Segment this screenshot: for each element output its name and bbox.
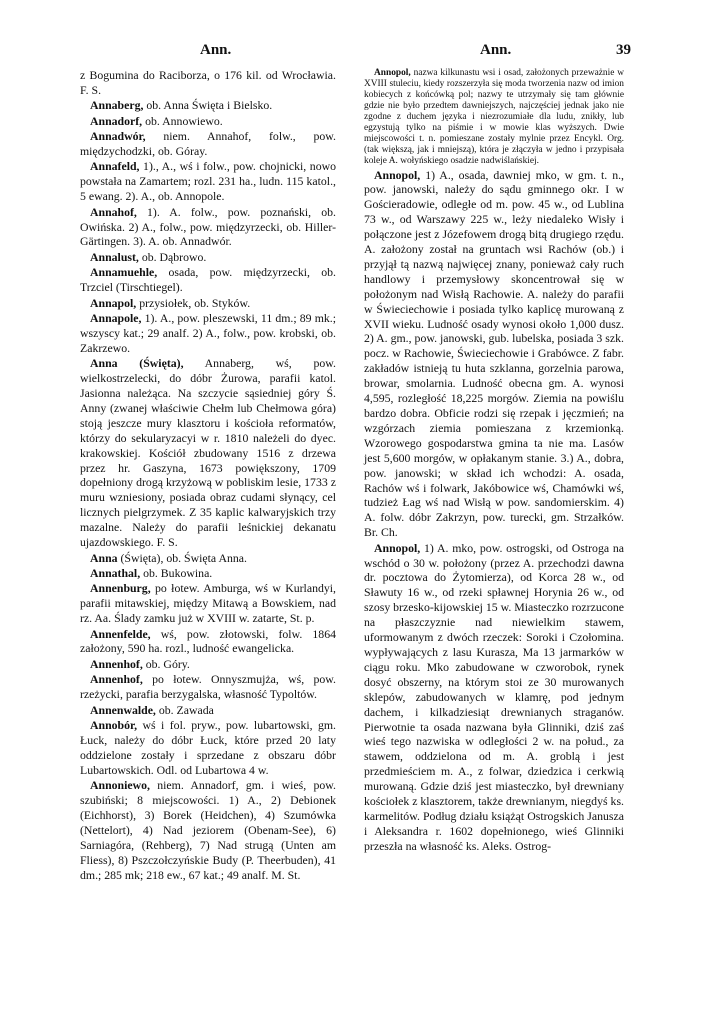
dictionary-entry <box>80 627 336 657</box>
dictionary-entry <box>80 98 336 113</box>
entry-headword: Annamuehle, <box>90 265 158 280</box>
entry-text: (Święta), ob. Święta Anna. <box>120 550 247 565</box>
dictionary-entry <box>80 114 336 129</box>
entry-text: wś, pow. złotowski, folw. 1864 założony, 590 ha. rozl., ludność ewangelicka. <box>80 626 336 656</box>
entry-text: niem. Annadorf, gm. i wieś, pow. szubiński; 8 miejscowości. 1) A., 2) Debionek (Eichhorst), 3) Borek (Heidchen), 4) Szumówka (Nettelort), 4) Nad jeziorem (Obenam-See), 6) Sarniagóra, (Rehberg), 7) Nad strugą (Unten am Fliess), 8) Pszczołczyńskie Budy (P. Theerbuden), 41 dm.; 285 mk; 218 ew., 67 kat.; 49 analf. M. St. <box>80 778 336 882</box>
entry-headword: Annenfelde, <box>90 626 151 641</box>
entry-text: 1) A., osada, dawniej mko, w gm. t. n., pow. janowski, należy do sądu gminnego okr. I w Gościeradowie, odległe od m. pow. 45 w., od Lublina 73 w., od Warszawy 225 w., leży niedaleko Wisły i połączone jest z Józefowem drogą bitą drugiego rzędu. A. założony został na gruntach wsi Rachów (ob.) i przyjął tą nazwą najwięcej znany, ponieważ cały ruch handlowy i przemysłowy skoncentrował się w położonym nad Wisłą Rachowie. A. należy do parafii w Świeciechowie i posiada tylko kaplicę murowaną z XVII wieku. Ludność osady wynosi około 1,000 dusz. 2) A. gm., pow. janowski, gub. lubelska, posiada 3 szk. pocz. w Rachowie, Świeciechowie i Grabówce. Z fabr. zakładów istnieją tu huta szklanna, gorzelnia parowa, browar, smolarnia. Ludność obecna gm. A. wynosi 4,595, rozległość 18,225 morgów. Ziemia na powiślu bardzo dobra. Obficie rodzi się rzepak i jęczmień; na wzgórzach ziemia pomieszana z krzemionką. Wzorowego gospodarstwa gmina ta nie ma. Lasów jest 5,600 morgów, w opłakanym stanie. 3.) A., dobra, pow. janowski; w skład ich wchodzi: A. osada, Rachów wś i folwark, Jakóbowice wś, Chamówki wś, tudzież Łag wś nad Wisłą w pow. sandomierskim. 4) A. folw. dóbr Zakrzyn, pow. turecki, gm. Strzałków. Br. Ch. <box>364 167 624 540</box>
dictionary-entry <box>80 356 336 550</box>
entry-headword: Annoniewo, <box>90 778 150 793</box>
entry-headword: Annalust, <box>90 249 139 264</box>
entry-text: Annaberg, wś, pow. wielkostrzelecki, do dóbr Żurowa, parafii katol. Jasionna należąca. Na szczycie sąsiedniej góry Ś. Anny (zwanej właściwie Chełm lub Chełmowa góra) stoją jeszcze mury klasztoru i kościoła reformatów, którzy do sekularyzacyi w r. 1810 należeli do dyec. krakowskiej. Kościół zbudowany 1516 z drzewa przez hr. Gaszyna, 1673 powiększony, 1709 dopełniony drogą krzyżową w pobliskim lesie, 1733 z muru wzniesiony, posiada obraz cudami słynący, cel licznych pielgrzymek. Z 35 kaplic kalwaryjskich trzy mazalne. Należy do parafii leśnickiej dekanatu ujazdowskiego. F. S. <box>80 356 336 550</box>
entry-text: 1) A. mko, pow. ostrogski, od Ostroga na wschód o 30 w. położony (przez A. przechodzi dawna dr. pocztowa do Żytomierza), od Korca 28 w., od Sławuty 16 w., od rzeki spławnej Horynia 26 w., od szosy brzesko-kijowskiej 15 w. Miasteczko rozrzucone na płaszczyznie nad niewielkim stawem, uformowanym z dwóch rzeczek: Soroki i Czołomina. wypływających z lasu Kurasza, Ma 13 jarmarków w ciągu roku. Mko zabudowane w czworobok, rynek dosyć obszerny, na którym stoi ze 30 murowanych sklepów, zabudowanych w klamrę, pod jednym dachem, i kilkadziesiąt drewnianych straganów. Pierwotnie ta osada nazwana była Glinniki, dziś zaś wieś tego nazwiska w odległości 2 w. na połud., za stawem, oddzielona od m. A. groblą i jest przedmieściem m. A., z folwar, dziedzica i cerkwią murowaną. Gdzie dziś jest miasteczko, był drewniany kościołek z klasztorem, także drewnianym, niegdyś ks. karmelitów. Podług działu książąt Ostrogskich Janusza i Aleksandra r. 1602 dopełnionego, wieś Glinniki przeszła na własność ks. Aleks. Ostrog- <box>364 540 624 853</box>
entry-text: ob. Anna Święta i Bielsko. <box>146 98 273 113</box>
dictionary-entry <box>80 657 336 672</box>
entry-text: 1). A., pow. pleszewski, 11 dm.; 89 mk.; wszyscy kat.; 29 analf. 2) A., folw., pow. krobski, ob. Zakrzewo. <box>80 311 337 355</box>
entry-headword: Annenburg, <box>90 581 151 596</box>
entry-headword: Annapole, <box>90 311 142 325</box>
entry-text: z Bogumina do Raciborza, o 176 kil. od Wrocławia. F. S. <box>80 68 336 97</box>
dictionary-entry <box>80 551 336 566</box>
entry-headword: Anna <box>90 550 118 565</box>
entry-headword: Annaberg, <box>90 98 144 113</box>
entry-text: 1). A. folw., pow. poznański, ob. Owińska. 2) A., folw., pow. międzyrzecki, ob. Hiller-Gärtingen. 3). A. ob. Annadwór. <box>80 204 336 249</box>
entry-text: 1)., A., wś i folw., pow. chojnicki, nowo powstała na Zamartem; rozl. 231 ha., ludn. 115 katol., 5 ewang. 2). A., ob. Annopole. <box>80 159 337 204</box>
dictionary-entry <box>80 718 336 778</box>
entry-headword: Annapol, <box>90 295 137 310</box>
right-column <box>364 68 624 854</box>
entry-text: przysiołek, ob. Styków. <box>139 295 251 310</box>
dictionary-entry <box>80 566 336 581</box>
running-header <box>0 42 720 64</box>
entry-headword: Annopol, <box>374 68 411 78</box>
entry-headword: Annopol, <box>374 540 421 555</box>
entry-headword: Annafeld, <box>90 159 140 174</box>
entry-headword: Annathal, <box>90 565 141 580</box>
entry-headword: Annenhof, <box>90 656 143 671</box>
entry-text: ob. Dąbrowo. <box>141 249 207 264</box>
entry-text: ob. Bukowina. <box>143 565 213 580</box>
dictionary-entry <box>80 311 336 356</box>
entry-text: ob. Zawada <box>158 702 214 717</box>
dictionary-entry <box>80 129 336 159</box>
entry-headword: Annopol, <box>374 167 421 182</box>
header-left: Ann. <box>200 42 232 58</box>
entry-text: osada, pow. międzyrzecki, ob. Trzciel (Tirschtiegel). <box>80 265 337 295</box>
entry-text: po łotew. Amburga, wś w Kurlandyi, parafii mitawskiej, między Mitawą a Bowskiem, nad rz. Aa. Ślady zamku już w XVIII w. zatarte, St. p. <box>80 581 336 626</box>
dictionary-entry <box>80 68 336 98</box>
dictionary-entry <box>80 205 336 250</box>
entry-text: ob. Annowiewo. <box>145 113 223 128</box>
entry-text: ob. Góry. <box>145 656 190 671</box>
header-right: Ann. <box>480 42 512 58</box>
dictionary-entry <box>80 250 336 265</box>
entry-text: niem. Annahof, folw., pow. międzychodzki, ob. Góray. <box>80 129 336 159</box>
dictionary-entry <box>364 541 624 854</box>
left-column <box>80 68 336 883</box>
dictionary-entry <box>364 68 624 167</box>
dictionary-entry <box>80 703 336 718</box>
entry-text: wś i fol. pryw., pow. lubartowski, gm. Łuck, należy do dóbr Łuck, które przed 20 laty oddzielone zostały i sprzedane z obszaru dóbr Lubartowskich. Odl. od Lubartowa 4 w. <box>80 717 337 777</box>
entry-headword: Annenhof, <box>90 672 143 687</box>
dictionary-entry <box>80 296 336 311</box>
dictionary-entry <box>364 168 624 541</box>
dictionary-entry <box>80 265 336 295</box>
dictionary-entry <box>80 672 336 702</box>
entry-headword: Annobór, <box>90 717 138 732</box>
dictionary-entry <box>80 159 336 204</box>
entry-headword: Anna (Święta), <box>90 356 184 371</box>
entry-headword: Annahof, <box>90 204 137 219</box>
entry-headword: Annenwalde, <box>90 702 156 717</box>
entry-headword: Annadorf, <box>90 113 143 128</box>
page-number: 39 <box>616 42 631 58</box>
dictionary-entry <box>80 778 336 882</box>
entry-text: po łotew. Onnyszmujża, wś, pow. rzeżycki, parafia berzygalska, własność Typoltów. <box>80 672 337 702</box>
entry-headword: Annadwór, <box>90 129 146 144</box>
dictionary-entry <box>80 581 336 626</box>
entry-text: nazwa kilkunastu wsi i osad, założonych przeważnie w XVIII stuleciu, kiedy rozszerzyła się moda tworzenia nazw od imion kobiecych z końcówką pol; nazwy te utrzymały się tam głównie gdzie nie było przedtem dawniejszych, najczęściej jednak jako nie zgodne z duchem języka i niezrozumiałe dla ludu, znikły, lub egzystują tylko na piśmie i w mowie klas wyższych. Dwie miejscowości t. n. pomieszane zostały mylnie przez Encykl. Org. (tak większą, jak i mniejszą), która je złączyła w jedno i przypisała koleje A. wołyńskiego osadzie nadwiślańskiej. <box>364 68 625 166</box>
